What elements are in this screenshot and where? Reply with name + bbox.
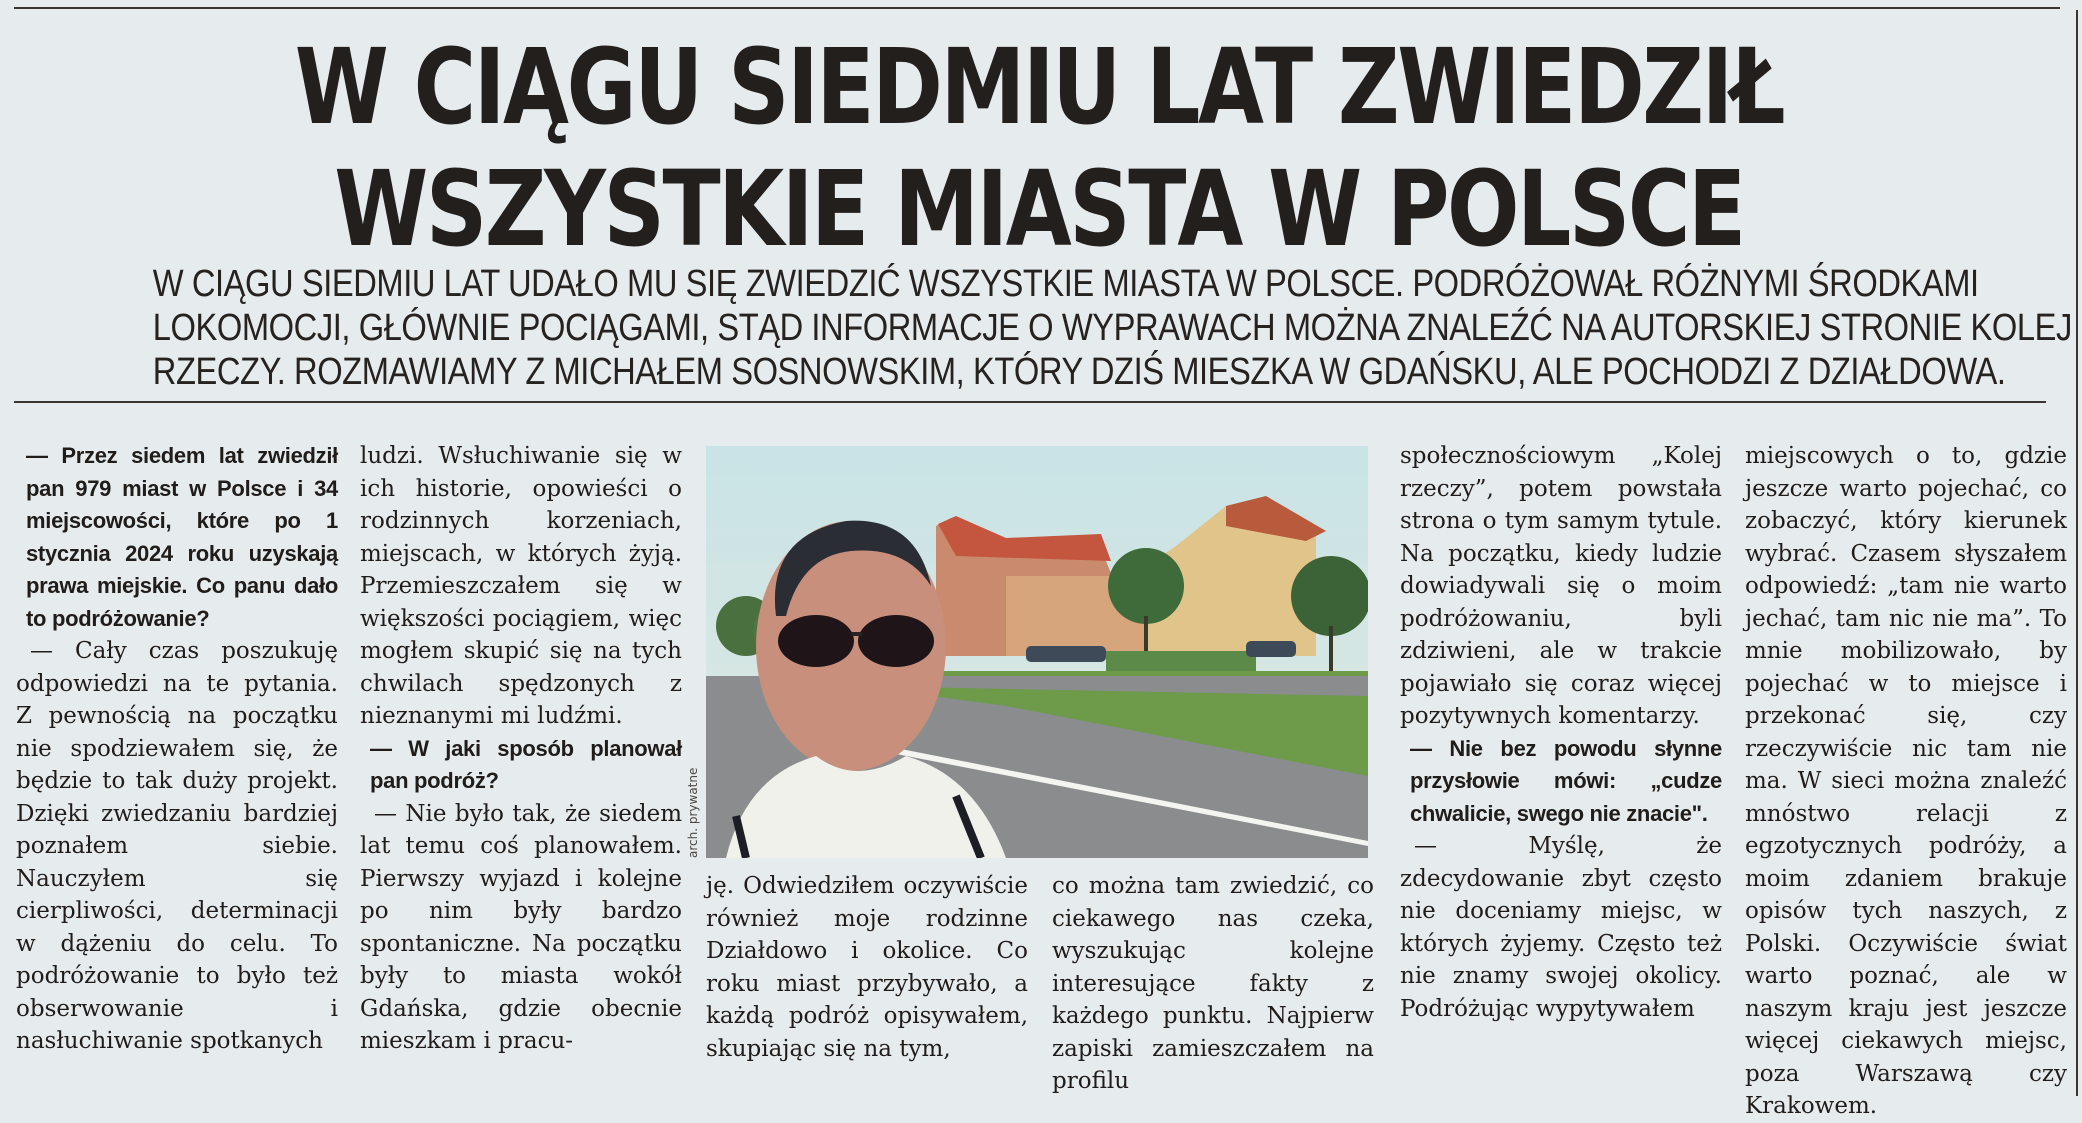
selfie-photo-illustration xyxy=(706,446,1368,858)
interview-answer: ludzi. Wsłuchiwanie się w ich historie, opowieści o rodzinnych korzeniach, miejscach, w których żyją. Przemieszczałem się w większości pociągiem, więc mogłem skupić się na tych chwilach spędzonych z nieznanymi mi ludźmi. xyxy=(360,443,682,729)
headline-line-2: WSZYSTKIE MIASTA W POLSCE xyxy=(334,148,1744,270)
headline-line-1: W CIĄGU SIEDMIU LAT ZWIEDZIŁ xyxy=(294,26,1784,148)
right-border-rule xyxy=(2076,10,2078,1096)
interview-answer: — Cały czas poszukuję odpowiedzi na te pytania. Z pewnością na początku nie spodziewałem się, że będzie to tak duży projekt. Dzięki zwiedzaniu bardziej poznałem siebie. Nauczyłem się cierpliwości, determinacji w dążeniu do celu. To podróżowanie to było też obserwowanie i nasłuchiwanie spotkanych xyxy=(16,638,338,1054)
subheadline-divider xyxy=(14,401,2046,403)
top-rule xyxy=(14,7,2060,9)
interview-question: — W jaki sposób planował pan podróż? xyxy=(370,735,682,793)
interview-answer: — Myślę, że zdecydowanie zbyt często nie doceniamy miejsc, w których żyjemy. Często też nie znamy swojej okolicy. Podróżując wypytywałem xyxy=(1400,833,1722,1022)
article-photo xyxy=(706,446,1368,858)
interview-question: — Nie bez powodu słynne przysłowie mówi: „cudze chwalicie, swego nie znacie". xyxy=(1410,735,1722,826)
subheadline xyxy=(10,262,2072,394)
article-column-3 xyxy=(706,870,1028,1065)
interview-answer: ję. Odwiedziłem oczywiście również moje rodzinne Działdowo i okolice. Co roku miast przybywało, a każdą podróż opisywałem, skupiając się na tym, xyxy=(706,873,1028,1062)
article-column-2 xyxy=(360,440,682,1058)
subheadline-line-1: W CIĄGU SIEDMIU LAT UDAŁO MU SIĘ ZWIEDZIĆ WSZYSTKIE MIASTA W POLSCE. PODRÓŻOWAŁ RÓŻNYMI ŚRODKAMI xyxy=(152,263,1979,305)
article-column-1 xyxy=(16,440,338,1058)
interview-answer: miejscowych o to, gdzie jeszcze warto pojechać, co zobaczyć, który kierunek wybrać. Czasem słyszałem odpowiedź: „tam nie warto jechać, tam nic nie ma”. To mnie mobilizowało, by pojechać w to miejsce i przekonać się, czy rzeczywiście nic tam nie ma. W sieci można znaleźć mnóstwo relacji z egzotycznych podróży, a moim zdaniem brakuje opisów tych naszych, z Polski. Oczywiście świat warto poznać, ale w naszym kraju jest jeszcze więcej ciekawych miejsc, poza Warszawą czy Krakowem. xyxy=(1745,443,2067,1119)
interview-question: — Przez siedem lat zwiedził pan 979 miast w Polsce i 34 miejscowości, które po 1 stycznia 2024 roku uzyskają prawa miejskie. Co panu dało to podróżowanie? xyxy=(26,443,338,631)
headline xyxy=(185,26,1892,270)
article-column-6 xyxy=(1745,440,2067,1123)
article-column-4 xyxy=(1052,870,1374,1098)
interview-answer: społecznościowym „Kolej rzeczy”, potem powstała strona o tym samym tytule. Na początku, kiedy ludzie dowiadywali się o moim podróżowaniu, byli zdziwieni, ale w trakcie pojawiało się coraz więcej pozytywnych komentarzy. xyxy=(1400,443,1722,729)
interview-answer: co można tam zwiedzić, co ciekawego nas czeka, wyszukując kolejne interesujące fakty z każdego punktu. Najpierw zapiski zamieszczałem na profilu xyxy=(1052,873,1374,1094)
photo-credit: arch. prywatne xyxy=(686,767,700,858)
article-column-5 xyxy=(1400,440,1722,1025)
subheadline-line-3: RZECZY. ROZMAWIAMY Z MICHAŁEM SOSNOWSKIM, KTÓRY DZIŚ MIESZKA W GDAŃSKU, ALE POCHODZI Z DZIAŁDOWA. xyxy=(152,351,2006,393)
subheadline-line-2: LOKOMOCJI, GŁÓWNIE POCIĄGAMI, STĄD INFORMACJE O WYPRAWACH MOŻNA ZNALEŹĆ NA AUTORSKIEJ STRONIE KOLEJ xyxy=(152,307,2072,349)
interview-answer: — Nie było tak, że siedem lat temu coś planowałem. Pierwszy wyjazd i kolejne po nim były bardzo spontaniczne. Na początku były to miasta wokół Gdańska, gdzie obecnie mieszkam i pracu- xyxy=(360,800,682,1054)
